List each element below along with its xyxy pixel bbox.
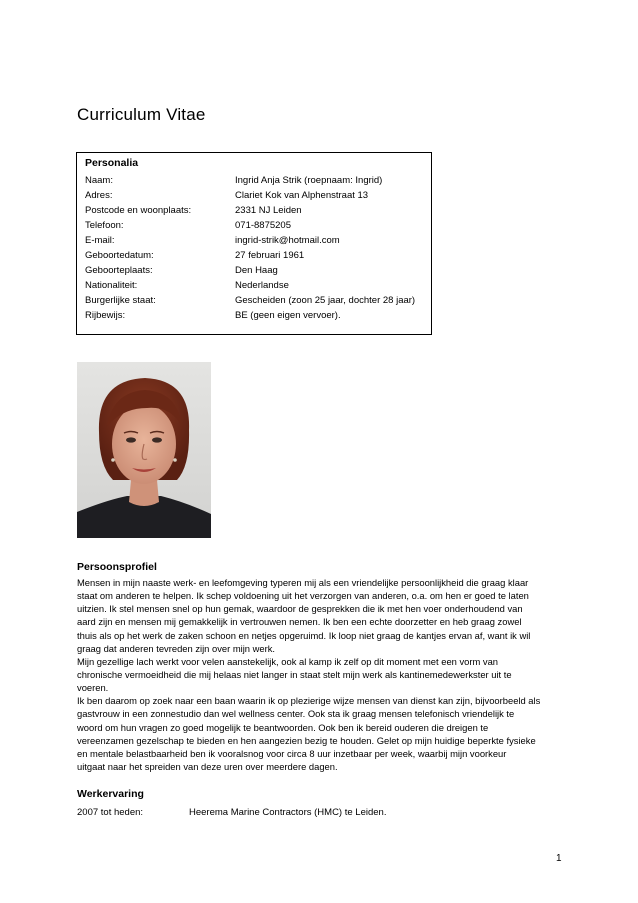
row-value: BE (geen eigen vervoer). [235, 310, 341, 321]
row-label: Postcode en woonplaats: [85, 205, 192, 216]
profile-line: Mensen in mijn naaste werk- en leefomgeving typeren mij als een vriendelijke persoonlijkheid die graag klaar [77, 577, 529, 588]
work-heading: Werkervaring [77, 788, 144, 800]
profile-heading: Persoonsprofiel [77, 561, 157, 573]
row-label: Geboorteplaats: [85, 265, 153, 276]
row-value: Den Haag [235, 265, 278, 276]
row-label: Geboortedatum: [85, 250, 154, 261]
document-title: Curriculum Vitae [77, 105, 206, 124]
personalia-heading: Personalia [85, 157, 139, 169]
page-number: 1 [556, 853, 562, 864]
row-value: 2331 NJ Leiden [235, 205, 302, 216]
profile-line: uitzien. Ik stel mensen snel op hun gemak, waardoor de gesprekken die ik met hen voer onderhoudend van [77, 603, 523, 615]
profile-line: woord om hun vragen zo goed mogelijk te beantwoorden. Ook ben ik bereid ouderen die dreigen te [77, 721, 489, 733]
profile-photo [77, 362, 211, 538]
profile-text [77, 576, 567, 773]
row-value: Clariet Kok van Alphenstraat 13 [235, 190, 369, 201]
row-value: 071-8875205 [235, 220, 291, 231]
row-label: Adres: [85, 190, 113, 201]
profile-line: gastvrouw in een zonnestudio dan wel wellness center. Ook sta ik graag mensen telefonisch vriendelijk te [77, 708, 515, 720]
row-label: E-mail: [85, 235, 115, 246]
row-value: 27 februari 1961 [235, 250, 305, 261]
work-period: 2007 tot heden: [77, 807, 144, 818]
profile-line: en mentale belastbaarheid ben ik vooralsnog voor circa 8 uur inzetbaar per week, waarbij mijn voorkeur [77, 747, 507, 759]
row-value: Gescheiden (zoon 25 jaar, dochter 28 jaar) [235, 295, 416, 306]
profile-line: graag dat anderen tevreden zijn over mijn werk. [77, 642, 276, 654]
row-label: Telefoon: [85, 220, 124, 231]
row-label: Naam: [85, 175, 113, 186]
work-description: Heerema Marine Contractors (HMC) te Leiden. [189, 807, 387, 818]
row-value: ingrid-strik@hotmail.com [235, 235, 340, 246]
profile-line: vereenzamen gezelschap te bieden en hen aangezien bezig te houden. Gelet op mijn huidige beperkte fysieke [77, 734, 536, 746]
profile-line: aard zijn en mensen mij gemakkelijk in vertrouwen nemen. Ik ben een echte doorzetter en heb graag zowel [77, 616, 522, 628]
profile-line: thuis als op het werk de zaken schoon en netjes opgeruimd. Ik loop niet graag de kantjes ervan af, want ik wil [77, 629, 531, 641]
profile-line: uitgaat naar het spreiden van deze uren over meerdere dagen. [77, 760, 338, 772]
personalia-box [76, 152, 432, 335]
profile-line: voeren. [77, 682, 109, 694]
row-label: Rijbewijs: [85, 310, 126, 321]
row-label: Burgerlijke staat: [85, 295, 156, 306]
row-label: Nationaliteit: [85, 280, 138, 291]
row-value: Nederlandse [235, 280, 289, 291]
profile-line: chronische vermoeidheid die mij helaas niet langer in staat stelt mijn werk als kantinemedewerkster uit te [77, 668, 512, 680]
profile-line: staat om anderen te helpen. Ik schep voldoening uit het verzorgen van anderen, o.a. om hen er goed te laten [77, 590, 529, 602]
work-entry [77, 807, 477, 820]
profile-line: Ik ben daarom op zoek naar een baan waarin ik op plezierige wijze mensen van dienst kan zijn, bijvoorbeeld als [77, 695, 541, 707]
profile-line: Mijn gezellige lach werkt voor velen aanstekelijk, ook al kamp ik zelf op dit moment met een vorm van [77, 655, 499, 667]
row-value: Ingrid Anja Strik (roepnaam: Ingrid) [235, 175, 383, 186]
